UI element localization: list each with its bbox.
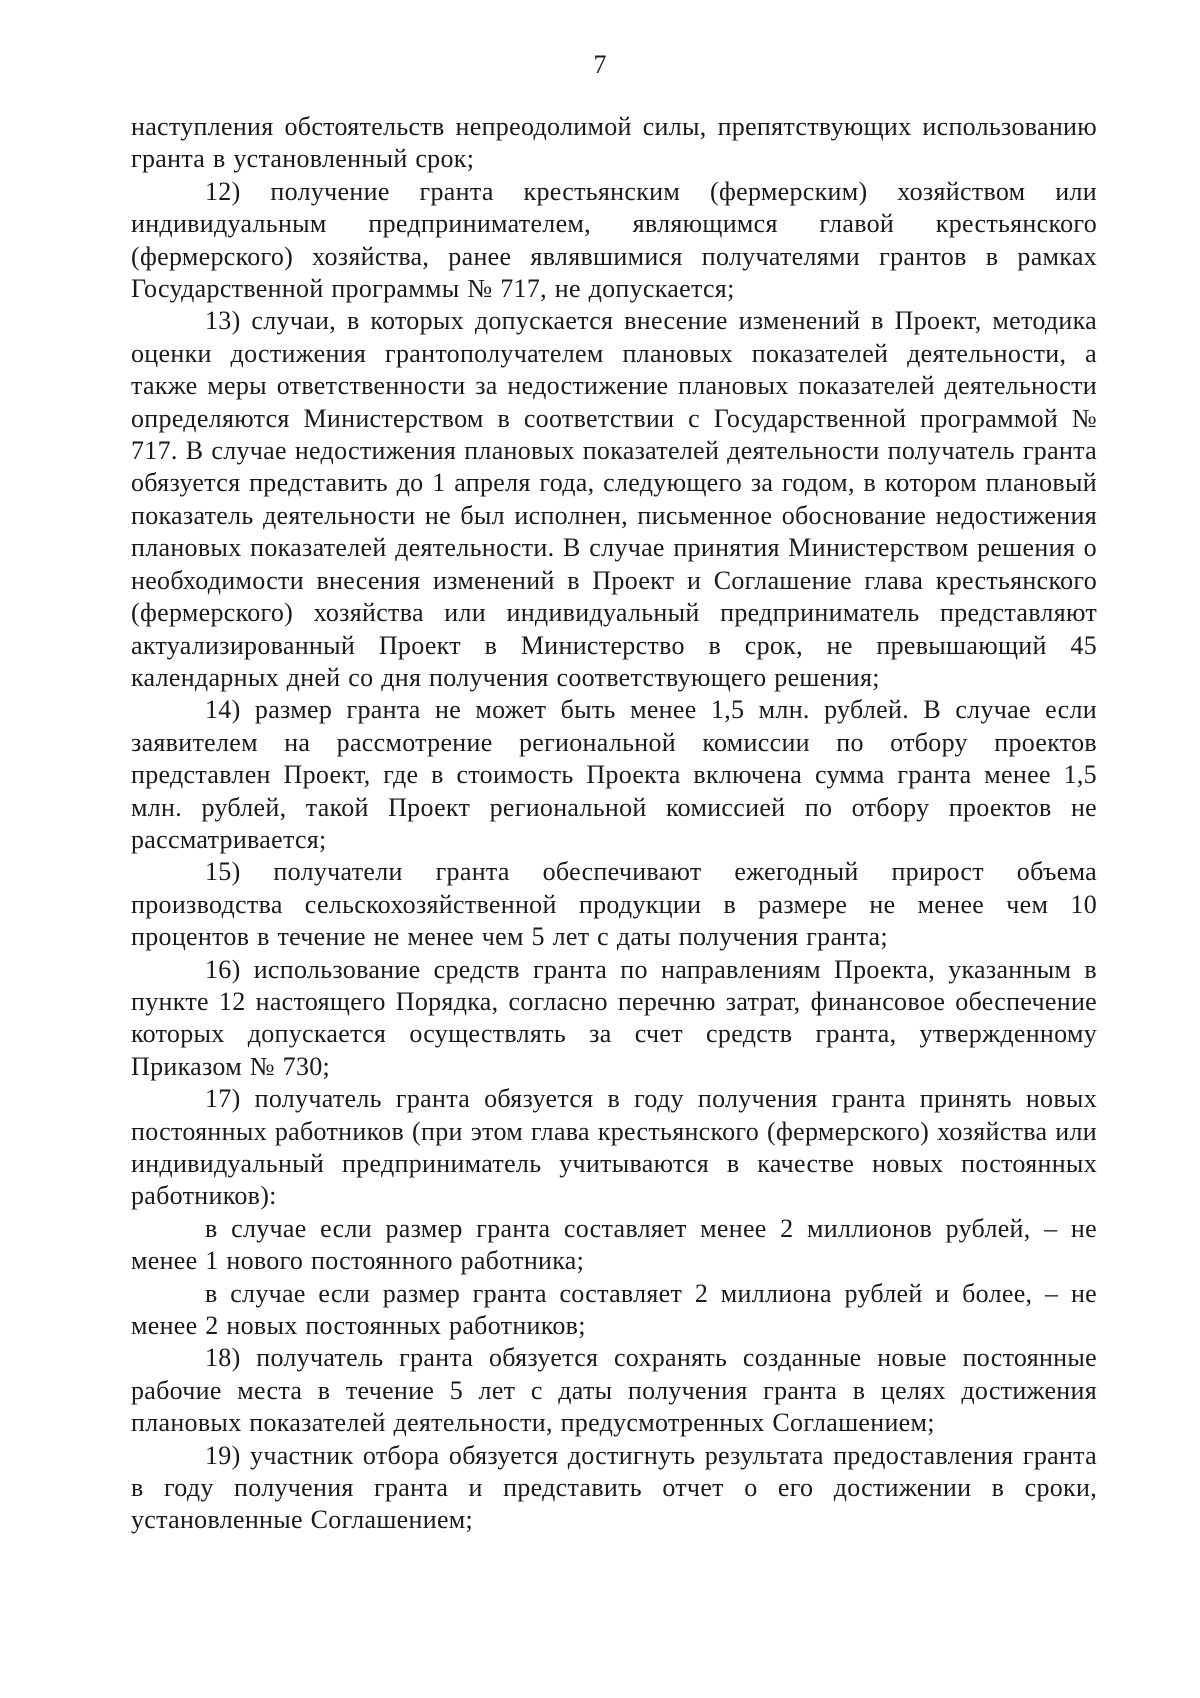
paragraph-item-18: 18) получатель гранта обязуется сохранять созданные новые постоянные рабочие места в течение 5 лет с даты получения гранта в целях достижения плановых показателей деятельности, предусмотренных Соглашением; (131, 1343, 1097, 1438)
document-body (131, 111, 1097, 1537)
paragraph-item-17: 17) получатель гранта обязуется в году получения гранта принять новых постоянных работников (при этом глава крестьянского (фермерского) хозяйства или индивидуальный предприниматель учитываются в качестве новых постоянных работников): (131, 1084, 1097, 1211)
paragraph-item-13: 13) случаи, в которых допускается внесение изменений в Проект, методика оценки достижения грантополучателем плановых показателей деятельности, а также меры ответственности за недостижение плановых показателей деятельности определяются Министерством в соответствии с Государственной программой № 717. В случае недостижения плановых показателей деятельности получатель гранта обязуется представить до 1 апреля года, следующего за годом, в котором плановый показатель деятельности не был исполнен, письменное обоснование недостижения плановых показателей деятельности. В случае принятия Министерством решения о необходимости внесения изменений в Проект и Соглашение глава крестьянского (фермерского) хозяйства или индивидуальный предприниматель представляют актуализированный Проект в Министерство в срок, не превышающий 45 календарных дней со дня получения соответствующего решения; (131, 306, 1097, 692)
paragraph-item-17-case-2m-and-more: в случае если размер гранта составляет 2 миллиона рублей и более, – не менее 2 новых постоянных работников; (131, 1278, 1097, 1341)
paragraph-item-12: 12) получение гранта крестьянским (фермерским) хозяйством или индивидуальным предпринимателем, являющимся главой крестьянского (фермерского) хозяйства, ранее являвшимися получателями грантов в рамках Государственной программы № 717, не допускается; (131, 176, 1097, 304)
paragraph-item-15: 15) получатели гранта обеспечивают ежегодный прирост объема производства сельскохозяйственной продукции в размере не менее чем 10 процентов в течение не менее чем 5 лет с даты получения гранта; (131, 857, 1097, 952)
paragraph-item-19: 19) участник отбора обязуется достигнуть результата предоставления гранта в году получения гранта и представить отчет о его достижении в сроки, установленные Соглашением; (131, 1440, 1097, 1535)
paragraph-item-16: 16) использование средств гранта по направлениям Проекта, указанным в пункте 12 настоящего Порядка, согласно перечню затрат, финансовое обеспечение которых допускается осуществлять за счет средств гранта, утвержденному Приказом № 730; (131, 954, 1097, 1081)
paragraph-item-14: 14) размер гранта не может быть менее 1,5 млн. рублей. В случае если заявителем на рассмотрение региональной комиссии по отбору проектов представлен Проект, где в стоимость Проекта включена сумма гранта менее 1,5 млн. рублей, такой Проект региональной комиссией по отбору проектов не рассматривается; (131, 695, 1097, 854)
paragraph-continuation: наступления обстоятельств непреодолимой силы, препятствующих использованию гранта в установленный срок; (131, 112, 1097, 174)
paragraph-item-17-case-under-2m: в случае если размер гранта составляет менее 2 миллионов рублей, – не менее 1 нового постоянного работника; (131, 1213, 1097, 1276)
page-number: 7 (593, 50, 607, 79)
